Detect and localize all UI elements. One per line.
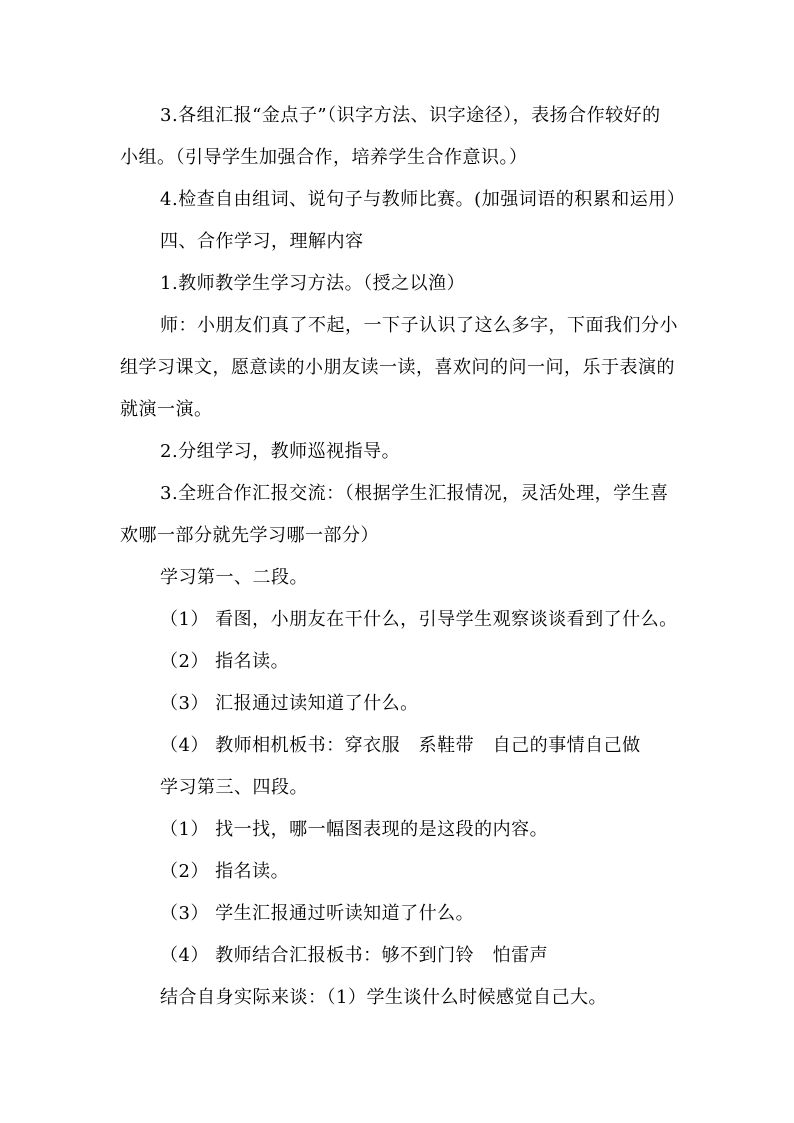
list-item: （1） 找一找，哪一幅图表现的是这段的内容。 xyxy=(160,819,549,840)
list-item: （3） 学生汇报通过听读知道了什么。 xyxy=(160,903,475,924)
list-item: （3） 汇报通过读知道了什么。 xyxy=(160,693,419,714)
paragraph-line: 3.各组汇报“金点子”（识字方法、识字途径），表扬合作较好的 xyxy=(160,105,661,126)
section-heading: 四、合作学习，理解内容 xyxy=(160,231,364,252)
list-item: （4） 教师结合汇报板书：够不到门铃 怕雷声 xyxy=(160,945,549,966)
paragraph-line: 2.分组学习，教师巡视指导。 xyxy=(160,441,401,462)
list-item: （2） 指名读。 xyxy=(160,651,290,672)
list-item: （4） 教师相机板书：穿衣服 系鞋带 自己的事情自己做 xyxy=(160,735,641,756)
paragraph-line: 3.全班合作汇报交流：（根据学生汇报情况，灵活处理，学生喜 xyxy=(160,483,669,504)
paragraph-line: 师：小朋友们真了不起，一下子认识了这么多字，下面我们分小 xyxy=(160,315,678,336)
paragraph-line: 欢哪一部分就先学习哪一部分） xyxy=(120,525,379,546)
paragraph-line: 学习第一、二段。 xyxy=(160,567,308,588)
paragraph-line: 学习第三、四段。 xyxy=(160,777,308,798)
list-item: （1） 看图，小朋友在干什么，引导学生观察谈谈看到了什么。 xyxy=(160,609,678,630)
list-item: （2） 指名读。 xyxy=(160,861,290,882)
paragraph-line: 4.检查自由组词、说句子与教师比赛。(加强词语的积累和运用） xyxy=(160,189,686,210)
paragraph-line: 1.教师教学生学习方法。（授之以渔） xyxy=(160,273,466,294)
paragraph-line: 组学习课文，愿意读的小朋友读一读，喜欢问的问一问，乐于表演的 xyxy=(120,357,675,378)
paragraph-line: 小组。（引导学生加强合作，培养学生合作意识。） xyxy=(120,147,528,168)
paragraph-line: 结合自身实际来谈：（1）学生谈什么时候感觉自己大。 xyxy=(160,987,607,1008)
paragraph-line: 就演一演。 xyxy=(120,399,213,420)
